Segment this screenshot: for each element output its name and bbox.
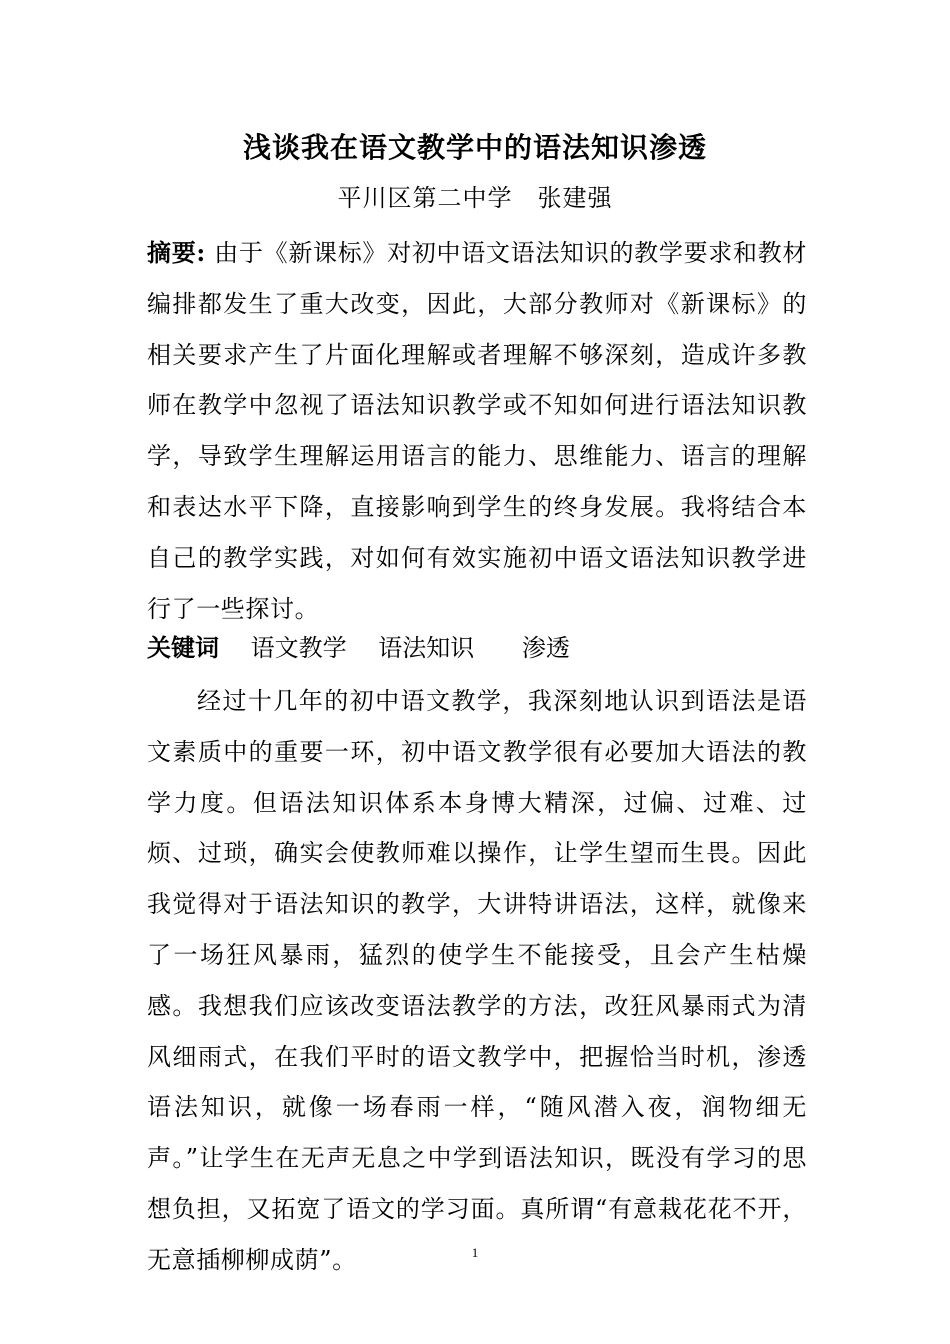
abstract-paragraph — [147, 228, 807, 634]
keyword-item: 语法知识 — [378, 634, 475, 662]
keywords-line — [147, 628, 594, 668]
keyword-item: 语文教学 — [250, 634, 347, 662]
page-number: 1 — [471, 1245, 479, 1260]
document-title: 浅谈我在语文教学中的语法知识渗透 — [242, 131, 707, 164]
abstract-text: 由于《新课标》对初中语文语法知识的教学要求和教材编排都发生了重大改变，因此，大部分教师对《新课标》的相关要求产生了片面化理解或者理解不够深刻，造成许多教师在教学中忽视了语法知识教学或不知如何进行语法知识教学，导致学生理解运用语言的能力、思维能力、语言的理解和表达水平下降，直接影响到学生的终身发展。我将结合本自己的教学实践，对如何有效实施初中语文语法知识教学进行了一些探讨。 — [147, 239, 807, 623]
body-paragraph: 经过十几年的初中语文教学，我深刻地认识到语法是语文素质中的重要一环，初中语文教学很有必要加大语法的教学力度。但语法知识体系本身博大精深，过偏、过难、过烦、过琐，确实会使教师难以操作，让学生望而生畏。因此我觉得对于语法知识的教学，大讲特讲语法，这样，就像来了一场狂风暴雨，猛烈的使学生不能接受，且会产生枯燥感。我想我们应该改变语法教学的方法，改狂风暴雨式为清风细雨式，在我们平时的语文教学中，把握恰当时机，渗透语法知识，就像一场春雨一样，“随风潜入夜，润物细无声。”让学生在无声无息之中学到语法知识，既没有学习的思想负担，又拓宽了语文的学习面。真所谓“有意栽花花不开，无意插柳柳成荫”。 — [147, 687, 807, 1274]
keyword-item: 渗透 — [521, 634, 570, 662]
abstract-label: 摘要: — [147, 238, 206, 267]
keywords-label: 关键词 — [147, 633, 219, 662]
author-byline: 平川区第二中学 张建强 — [337, 184, 613, 212]
